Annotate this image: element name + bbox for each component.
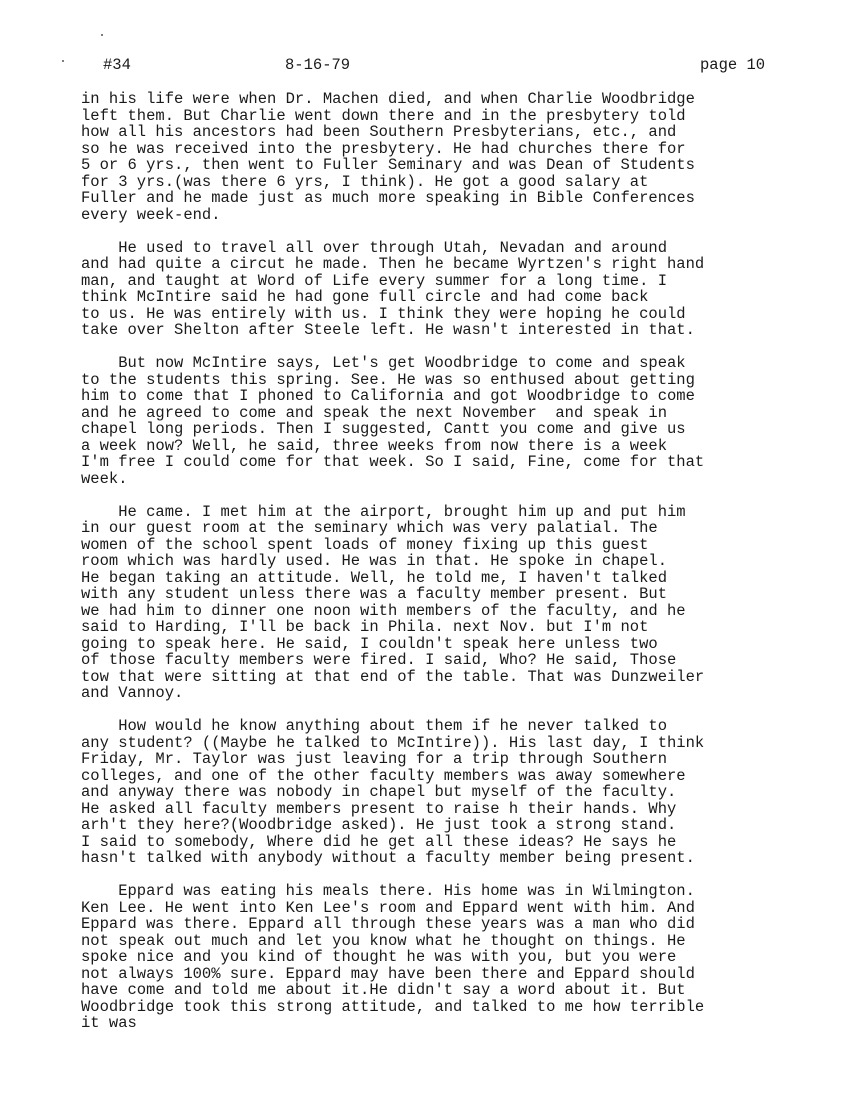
text-line: think McIntire said he had gone full circle and had come back: [81, 288, 649, 306]
text-line: arh't they here?(Woodbridge asked). He just took a strong stand.: [81, 816, 677, 834]
text-line: Woodbridge took this strong attitude, and talked to me how terrible: [81, 997, 705, 1016]
text-line: 5 or 6 yrs., then went to Fuller Seminary and was Dean of Students: [81, 156, 695, 174]
text-line: how all his ancestors had been Southern Presbyterians, etc., and: [81, 123, 677, 141]
text-line: He asked all faculty members present to raise h their hands. Why: [81, 799, 677, 818]
text-line: said to Harding, I'll be back in Phila. next Nov. but I'm not: [81, 618, 649, 636]
text-line: Eppard was eating his meals there. His home was in Wilmington.: [81, 882, 695, 900]
text-line: left them. But Charlie went down there and in the presbytery told: [81, 106, 686, 125]
document-number: #34: [103, 56, 131, 74]
text-line: it was: [81, 1014, 137, 1032]
text-line: in his life were when Dr. Machen died, and when Charlie Woodbridge: [81, 90, 695, 108]
text-line: How would he know anything about them if he never talked to: [81, 717, 667, 735]
text-line: week.: [81, 469, 128, 488]
text-line: not speak out much and let you know what he thought on things. He: [81, 931, 686, 950]
text-line: colleges, and one of the other faculty members was away somewhere: [81, 766, 686, 785]
text-line: any student? ((Maybe he talked to McIntire)). His last day, I think: [81, 733, 705, 752]
text-line: spoke nice and you kind of thought he was with you, but you were: [81, 948, 677, 966]
text-line: for 3 yrs.(was there 6 yrs, I think). He got a good salary at: [81, 172, 649, 191]
paragraph: [81, 718, 821, 867]
text-line: and Vannoy.: [81, 684, 184, 702]
text-line: room which was hardly used. He was in that. He spoke in chapel.: [81, 552, 667, 570]
paragraph: [81, 883, 821, 1032]
scan-speck: [101, 34, 103, 36]
paragraph: [81, 240, 821, 339]
document-date: 8-16-79: [285, 56, 351, 74]
text-line: Friday, Mr. Taylor was just leaving for a trip through Southern: [81, 750, 667, 768]
paragraph: [81, 91, 821, 223]
text-line: of those faculty members were fired. I said, Who? He said, Those: [81, 651, 677, 669]
text-line: and had quite a circut he made. Then he became Wyrtzen's right hand: [81, 255, 705, 273]
text-line: He began taking an attitude. Well, he told me, I haven't talked: [81, 568, 667, 587]
text-line: to us. He was entirely with us. I think they were hoping he could: [81, 304, 686, 323]
text-line: have come and told me about it.He didn't say a word about it. But: [81, 981, 686, 999]
text-line: take over Shelton after Steele left. He wasn't interested in that.: [81, 321, 695, 339]
text-line: man, and taught at Word of Life every summer for a long time. I: [81, 271, 667, 290]
text-line: He used to travel all over through Utah, Nevadan and around: [81, 238, 667, 257]
page-number: page 10: [700, 56, 766, 74]
text-line: women of the school spent loads of money fixing up this guest: [81, 535, 649, 554]
text-line: I'm free I could come for that week. So I said, Fine, come for that: [81, 453, 705, 471]
paragraph: [81, 504, 821, 702]
text-line: not always 100% sure. Eppard may have been there and Eppard should: [81, 964, 695, 983]
transcript-body: [81, 91, 821, 1048]
text-line: to the students this spring. See. He was so enthused about getting: [81, 370, 695, 389]
text-line: with any student unless there was a faculty member present. But: [81, 585, 667, 603]
text-line: and anyway there was nobody in chapel but myself of the faculty.: [81, 783, 677, 801]
text-line: and he agreed to come and speak the next November and speak in: [81, 403, 667, 422]
text-line: tow that were sitting at that end of the table. That was Dunzweiler: [81, 667, 705, 686]
text-line: Eppard was there. Eppard all through these years was a man who did: [81, 915, 695, 933]
text-line: But now McIntire says, Let's get Woodbridge to come and speak: [81, 354, 686, 372]
text-line: Fuller and he made just as much more speaking in Bible Conferences: [81, 189, 695, 207]
text-line: He came. I met him at the airport, brought him up and put him: [81, 502, 686, 521]
text-line: so he was received into the presbytery. He had churches there for: [81, 139, 686, 158]
page-header: [0, 56, 852, 80]
text-line: Ken Lee. He went into Ken Lee's room and Eppard went with him. And: [81, 898, 695, 917]
text-line: in our guest room at the seminary which was very palatial. The: [81, 519, 658, 537]
text-line: I said to somebody, Where did he get all these ideas? He says he: [81, 832, 677, 851]
text-line: a week now? Well, he said, three weeks from now there is a week: [81, 436, 667, 455]
paragraph: [81, 355, 821, 487]
text-line: him to come that I phoned to California and got Woodbridge to come: [81, 387, 695, 405]
text-line: chapel long periods. Then I suggested, Cantt you come and give us: [81, 420, 686, 438]
text-line: we had him to dinner one noon with members of the faculty, and he: [81, 601, 686, 620]
text-line: every week-end.: [81, 205, 221, 224]
text-line: hasn't talked with anybody without a faculty member being present.: [81, 849, 695, 867]
text-line: going to speak here. He said, I couldn't speak here unless two: [81, 634, 658, 653]
